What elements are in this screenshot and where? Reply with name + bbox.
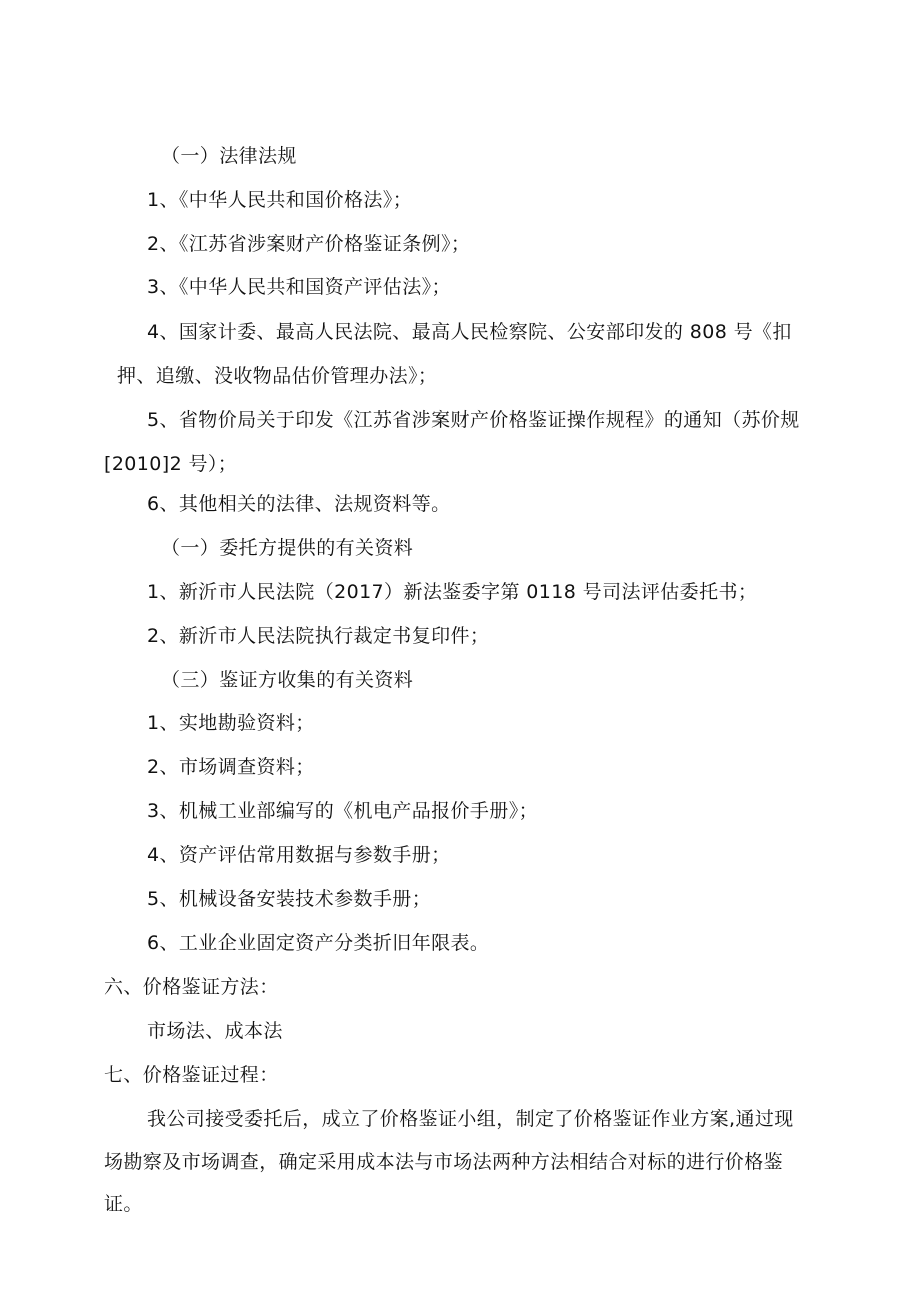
collected-item-3: 3、机械工业部编写的《机电产品报价手册》； (147, 800, 538, 822)
collected-item-5: 5、机械设备安装技术参数手册； (147, 888, 432, 910)
law-item-4-continued: 押、追缴、没收物品估价管理办法》； (117, 365, 438, 387)
law-item-4: 4、国家计委、最高人民法院、最高人民检察院、公安部印发的 808 号《扣 (147, 321, 792, 343)
client-item-2: 2、新沂市人民法院执行裁定书复印件； (147, 625, 490, 647)
law-item-3: 3、《中华人民共和国资产评估法》； (147, 276, 451, 298)
client-materials-heading: （一）委托方提供的有关资料 (161, 537, 414, 559)
collected-item-2: 2、市场调查资料； (147, 756, 315, 778)
client-item-1: 1、新沂市人民法院（2017）新法鉴委字第 0118 号司法评估委托书； (147, 581, 758, 603)
law-item-5-continued: [2010]2 号）； (104, 453, 238, 475)
law-item-5: 5、省物价局关于印发《江苏省涉案财产价格鉴证操作规程》的通知（苏价规 (147, 409, 800, 431)
section-6-body: 市场法、成本法 (147, 1020, 283, 1042)
section-7-title: 七、价格鉴证过程： (104, 1064, 279, 1086)
collected-item-6: 6、工业企业固定资产分类折旧年限表。 (147, 932, 490, 954)
law-item-2: 2、《江苏省涉案财产价格鉴证条例》； (147, 233, 471, 255)
section-7-body-line-2: 场勘察及市场调查，确定采用成本法与市场法两种方法相结合对标的进行价格鉴 (104, 1151, 784, 1173)
section-7-body-line-3: 证。 (104, 1193, 143, 1215)
collected-item-4: 4、资产评估常用数据与参数手册； (147, 844, 451, 866)
section-7-body-line-1: 我公司接受委托后，成立了价格鉴证小组，制定了价格鉴证作业方案,通过现 (147, 1108, 794, 1130)
laws-heading: （一）法律法规 (161, 145, 297, 167)
law-item-1: 1、《中华人民共和国价格法》； (147, 189, 413, 211)
section-6-title: 六、价格鉴证方法： (104, 976, 279, 998)
collected-materials-heading: （三）鉴证方收集的有关资料 (161, 669, 414, 691)
law-item-6: 6、其他相关的法律、法规资料等。 (147, 493, 451, 515)
collected-item-1: 1、实地勘验资料； (147, 712, 315, 734)
